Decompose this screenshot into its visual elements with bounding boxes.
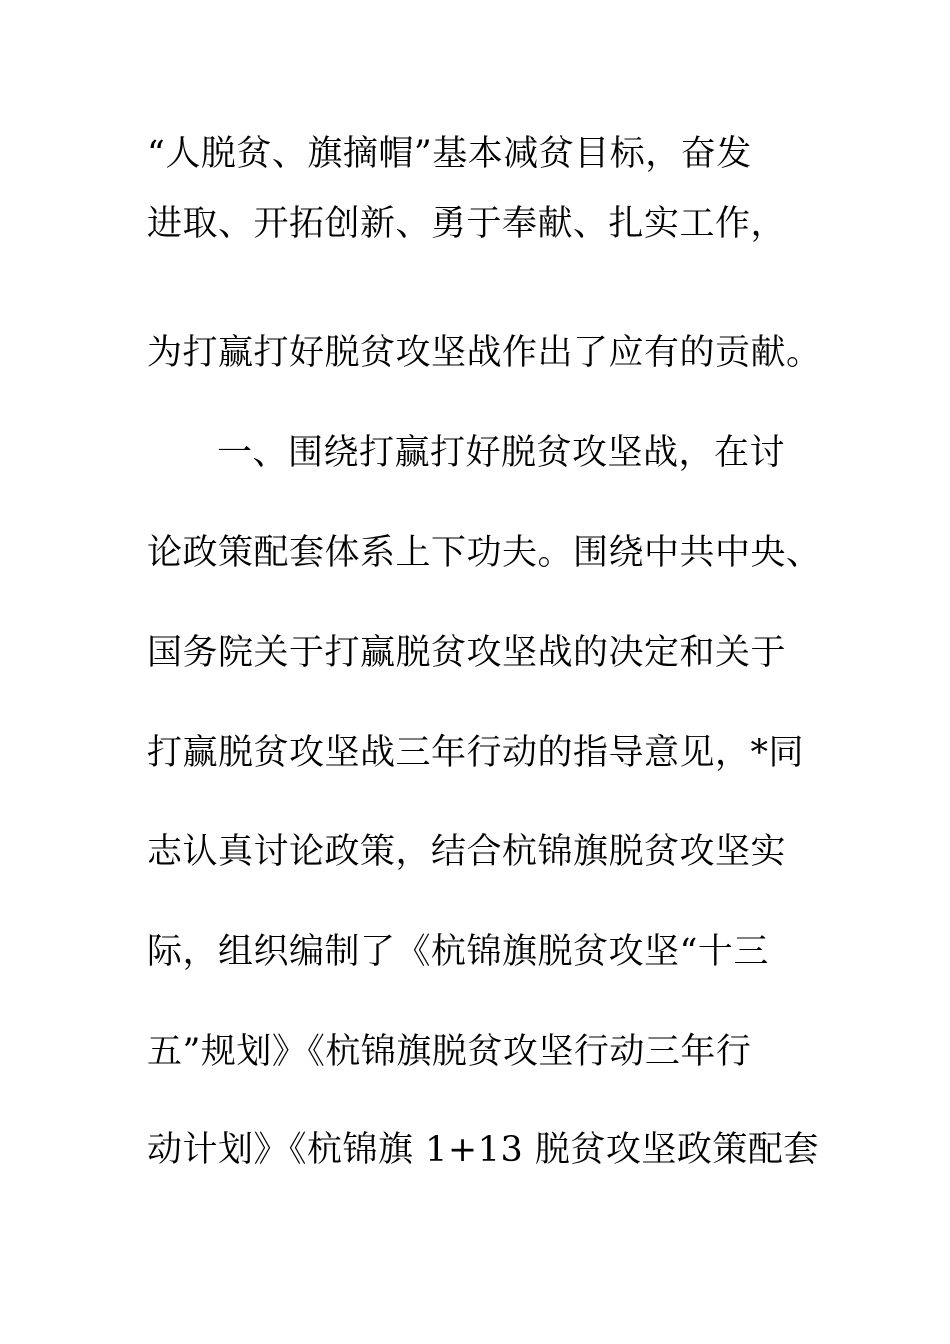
text-line: 进取、开拓创新、勇于奉献、扎实工作， [147,204,787,244]
text-line: 际，组织编制了《杭锦旗脱贫攻坚“十三 [147,932,769,972]
text-line: 论政策配套体系上下功夫。围绕中共中央、 [147,533,822,573]
text-line: 打赢脱贫攻坚战三年行动的指导意见，*同 [147,733,805,773]
text-line: 五”规划》《杭锦旗脱贫攻坚行动三年行 [147,1032,752,1072]
text-line: 志认真讨论政策，结合杭锦旗脱贫攻坚实 [147,832,787,872]
text-line: 国务院关于打赢脱贫攻坚战的决定和关于 [147,633,787,673]
text-line: 动计划》《杭锦旗 1+13 脱贫攻坚政策配套 [147,1130,819,1170]
text-line: 为打赢打好脱贫攻坚战作出了应有的贡献。 [147,333,822,373]
paragraph-start-line: 一、围绕打赢打好脱贫攻坚战，在讨 [217,433,786,473]
text-line: “人脱贫、旗摘帽”基本减贫目标，奋发 [147,134,752,174]
